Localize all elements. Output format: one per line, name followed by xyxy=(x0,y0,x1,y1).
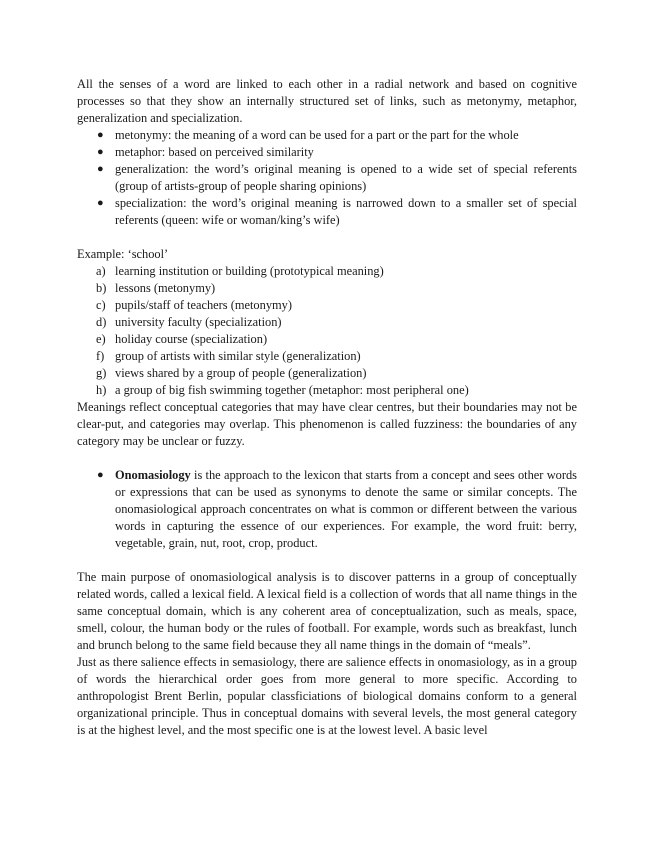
sense-links-list xyxy=(77,127,577,229)
list-item: ● specialization: the word’s original meaning is narrowed down to a smaller set of special referents (queen: wife or woman/king’s wife) xyxy=(97,196,577,227)
list-item: a) learning institution or building (prototypical meaning) xyxy=(96,264,384,278)
list-item xyxy=(77,467,577,552)
bullet-icon: ● xyxy=(97,146,104,158)
list-item: c) pupils/staff of teachers (metonymy) xyxy=(96,298,292,312)
lexical-field-paragraph: The main purpose of onomasiological analysis is to discover patterns in a group of conceptually related words, called a lexical field. A lexical field is a collection of words that all name things in the same conceptual domain, which is any coherent area of conceptualization, such as meals, space, smell, colour, the human body or the rules of football. For example, words such as breakfast, lunch and brunch belong to the same field because they all name things in the domain of “meals”. xyxy=(77,570,577,652)
list-item: b) lessons (metonymy) xyxy=(96,281,216,295)
list-item: g) views shared by a group of people (generalization) xyxy=(96,366,367,380)
onomasiology-term: Onomasiology xyxy=(115,468,191,482)
document-body xyxy=(77,76,577,739)
list-item: f) group of artists with similar style (generalization) xyxy=(96,349,361,363)
example-heading: Example: ‘school’ xyxy=(77,247,169,261)
bullet-icon: ● xyxy=(97,197,104,209)
list-item: h) a group of big fish swimming together (metaphor: most peripheral one) xyxy=(96,383,469,397)
bullet-icon: ● xyxy=(97,163,104,175)
list-item: ● generalization: the word’s original meaning is opened to a wide set of special referents (group of artists-group of people sharing opinions) xyxy=(97,162,577,193)
bullet-icon: ● xyxy=(97,129,104,141)
fuzziness-paragraph: Meanings reflect conceptual categories that may have clear centres, but their boundaries may not be clear-put, and categories may overlap. This phenomenon is called fuzziness: the boundaries of any category may be unclear or fuzzy. xyxy=(77,400,577,448)
bullet-icon: ● xyxy=(97,469,104,481)
list-item: ● metonymy: the meaning of a word can be used for a part or the part for the whole xyxy=(97,128,519,142)
list-item: ● metaphor: based on perceived similarity xyxy=(97,145,314,159)
salience-paragraph: Just as there salience effects in semasiology, there are salience effects in onomasiology, as in a group of words the hierarchical order goes from more general to more specific. According to anthropologist Brent Berlin, popular classficiations of biological domains conform to a general organizational principle. Thus in conceptual domains with several levels, the most general category is at the highest level, and the most specific one is at the lowest level. A basic level xyxy=(77,655,577,737)
onomasiology-list xyxy=(77,467,577,552)
intro-paragraph: All the senses of a word are linked to each other in a radial network and based on cognitive processes so that they show an internally structured set of links, such as metonymy, metaphor, generalization and specialization. xyxy=(77,77,577,125)
school-examples-list xyxy=(77,263,577,399)
list-item: d) university faculty (specialization) xyxy=(96,315,282,329)
onomasiology-definition: is the approach to the lexicon that starts from a concept and sees other words or expressions that can be used as synonyms to denote the same or similar concepts. The onomasiological approach concentrates on what is common or different between the various words in capturing the essence of our experiences. For example, the word fruit: berry, vegetable, grain, nut, root, crop, product. xyxy=(115,468,577,550)
list-item: e) holiday course (specialization) xyxy=(96,332,268,346)
